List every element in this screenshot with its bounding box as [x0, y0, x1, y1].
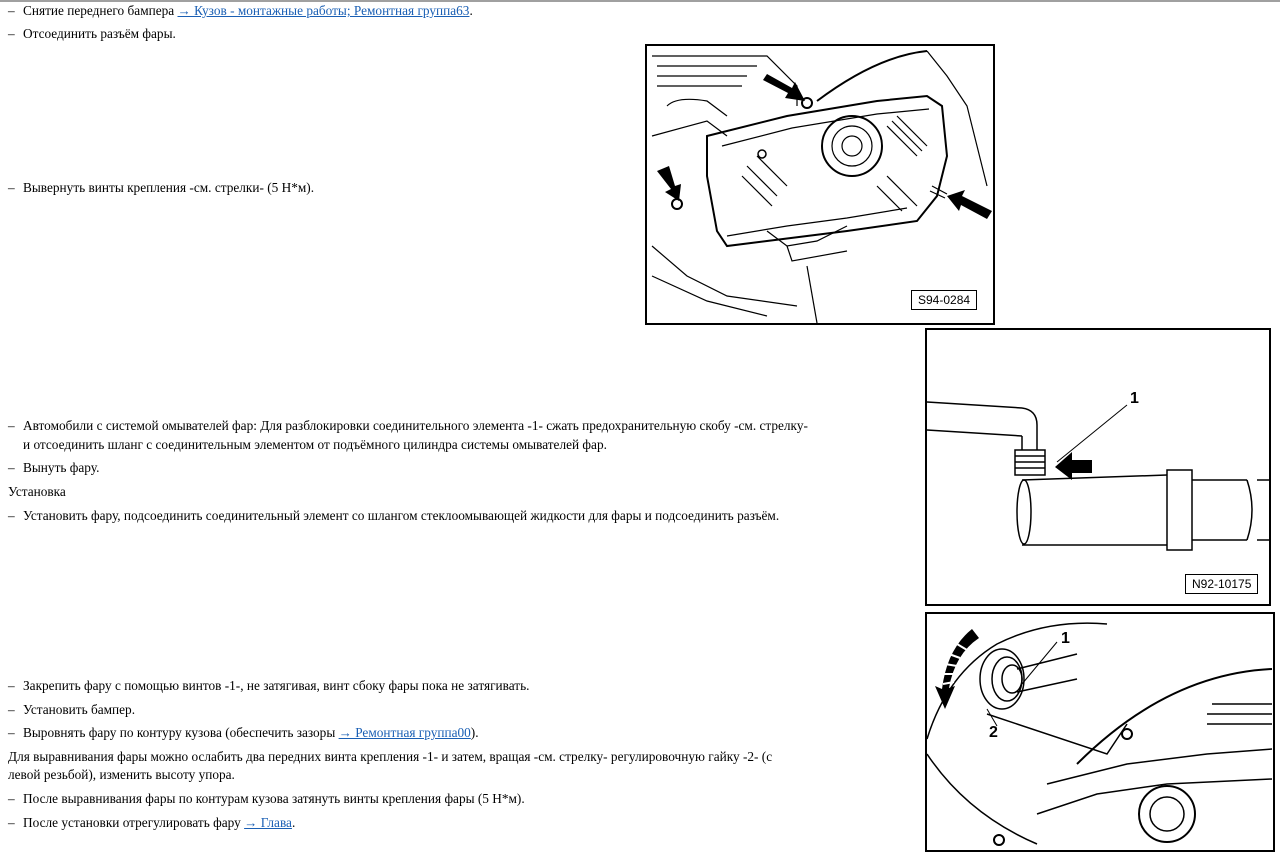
hose-connector-illustration	[927, 330, 1269, 604]
step-unscrew-bolts	[8, 180, 314, 196]
step-tighten-bolts	[8, 791, 525, 807]
note-alignment	[8, 749, 772, 765]
dash: –	[8, 702, 15, 717]
step-text-cont: и отсоединить шланг с соединительным элементом от подъёмного цилиндра системы омывателей фар.	[23, 437, 607, 452]
step-text: Отсоединить разъём фары.	[23, 26, 176, 41]
heading-text: Установка	[8, 484, 66, 499]
headlight-illustration	[647, 46, 993, 323]
step-remove-headlight	[8, 460, 99, 476]
step-install-bumper	[8, 702, 135, 718]
dash: –	[8, 508, 15, 523]
step-remove-bumper	[8, 3, 473, 19]
note-alignment-cont	[8, 767, 235, 783]
figure-adjustment-nut	[925, 612, 1275, 852]
figure-code-label: N92-10175	[1185, 574, 1258, 594]
dash: –	[8, 791, 15, 806]
dash: –	[8, 418, 15, 433]
top-border	[0, 0, 1280, 2]
dash: –	[8, 678, 15, 693]
callout-1: 1	[1130, 390, 1139, 407]
link-chapter[interactable]: → Глава	[244, 815, 292, 830]
step-text: После выравнивания фары по контурам кузова затянуть винты крепления фары (5 Н*м).	[23, 791, 525, 806]
step-text: Автомобили с системой омывателей фар: Для разблокировки соединительного элемента -1- сжать предохранительную скобу -см. стрелку-	[23, 418, 808, 433]
adjustment-nut-illustration	[927, 614, 1273, 850]
section-heading-installation	[8, 484, 66, 500]
step-text: Установить бампер.	[23, 702, 136, 717]
dash: –	[8, 180, 15, 195]
dash: –	[8, 3, 15, 18]
link-body-mounting-group63[interactable]: → Кузов - монтажные работы; Ремонтная группа63	[177, 3, 470, 18]
step-adjust-headlight	[8, 815, 295, 831]
figure-hose-connector	[925, 328, 1271, 606]
note-text-cont: левой резьбой), изменить высоту упора.	[8, 767, 235, 782]
callout-1: 1	[1061, 630, 1070, 647]
punct: .	[469, 3, 473, 18]
step-disconnect-connector	[8, 26, 176, 42]
punct: .	[291, 815, 296, 830]
step-washer-system	[8, 418, 808, 434]
step-washer-system-cont	[8, 437, 607, 453]
dash: –	[8, 725, 15, 740]
link-repair-group00[interactable]: → Ремонтная группа00	[338, 725, 471, 740]
dash: –	[8, 26, 15, 41]
step-align-headlight	[8, 725, 479, 741]
dash: –	[8, 815, 15, 830]
figure-code-label: S94-0284	[911, 290, 977, 310]
callout-2: 2	[989, 724, 998, 741]
step-text: Вынуть фару.	[23, 460, 100, 475]
dash: –	[8, 460, 15, 475]
step-text: Выровнять фару по контуру кузова (обеспечить зазоры	[23, 725, 339, 740]
step-text: После установки отрегулировать фару	[23, 815, 245, 830]
figure-headlight-bolts	[645, 44, 995, 325]
step-fasten-headlight	[8, 678, 530, 694]
step-text: Установить фару, подсоединить соединительный элемент со шлангом стеклоомывающей жидкости для фары и подсоединить разъём.	[23, 508, 780, 523]
step-text: Снятие переднего бампера	[23, 3, 178, 18]
step-install-headlight	[8, 508, 779, 524]
note-text: Для выравнивания фары можно ослабить два передних винта крепления -1- и затем, вращая -см. стрелку- регулировочную гайку -2- (с	[8, 749, 773, 764]
step-text: Вывернуть винты крепления -см. стрелки- (5 Н*м).	[23, 180, 315, 195]
punct: ).	[470, 725, 479, 740]
step-text: Закрепить фару с помощью винтов -1-, не затягивая, винт сбоку фары пока не затягивать.	[23, 678, 530, 693]
